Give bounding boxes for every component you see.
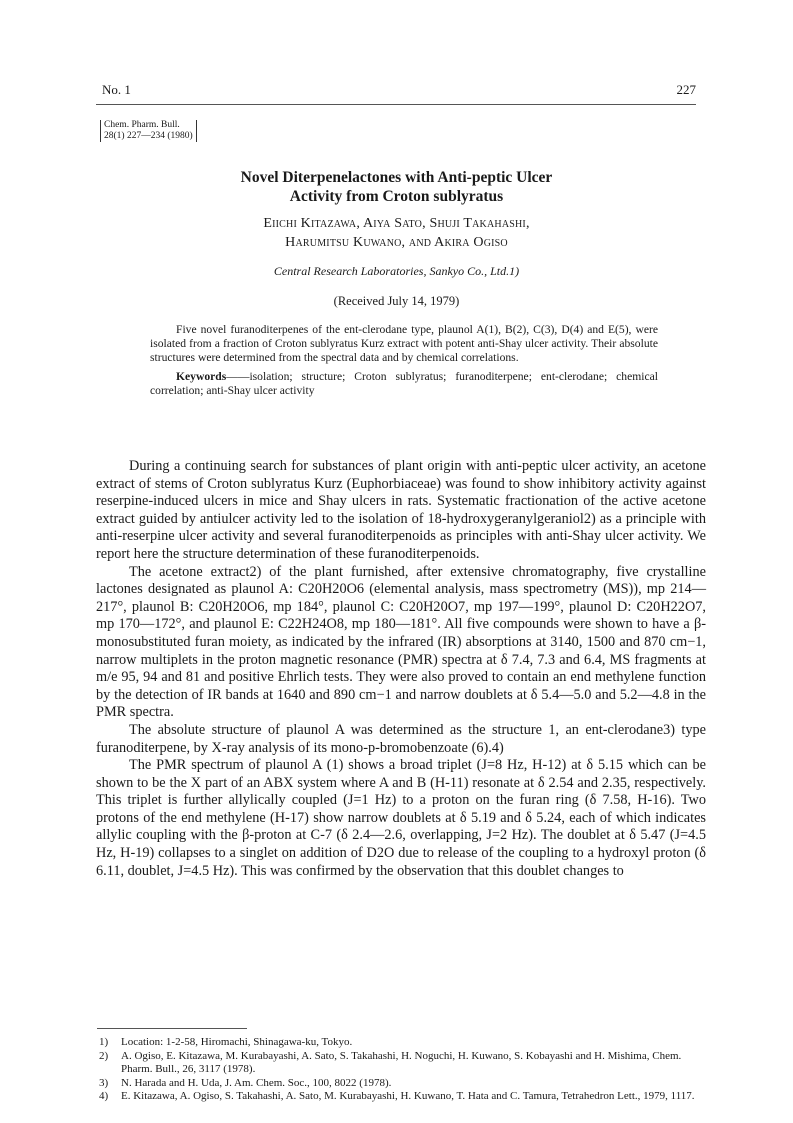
footnote-divider [97, 1028, 247, 1029]
journal-reference [100, 120, 197, 142]
footnote [97, 1077, 707, 1091]
authors-line-2: Harumitsu Kuwano, and Akira Ogiso [285, 235, 508, 250]
issue-number: No. 1 [102, 82, 131, 97]
body-paragraph-4: The PMR spectrum of plaunol A (1) shows a broad triplet (J=8 Hz, H-12) at δ 5.15 which can be shown to be the X part of an ABX system where A and B (H-11) resonate at δ 2.54 and 2.35, respectively. This triplet is further allylically coupled (J=1 Hz) to a proton on the furan ring (δ 7.58, H-16). Two protons of the end methylene (H-17) show narrow doublets at δ 5.19 and δ 5.24, each of which indicates allylic coupling with the β-proton at C-7 (δ 2.4—2.6, overlapping, J=2 Hz). The doublet at δ 5.47 (J=4.5 Hz, H-19) collapses to a singlet on addition of D2O due to release of the coupling to a hydroxyl proton (δ 6.11, doublet, J=4.5 Hz). This was confirmed by the observation that this doublet changes to [96, 757, 706, 879]
authors-line-1: Eiichi Kitazawa, Aiya Sato, Shuji Takahashi, [263, 216, 530, 231]
footnote-number: 4) [99, 1090, 109, 1103]
abstract-text: Five novel furanoditerpenes of the ent-clerodane type, plaunol A(1), B(2), C(3), D(4) and E(5), were isolated from a fraction of Croton sublyratus Kurz extract with potent anti-Shay ulcer activity. Their absolute structures were determined from the spectral data and by chemical correlations. [150, 323, 658, 364]
authors [0, 214, 793, 252]
footnote-number: 3) [99, 1076, 109, 1089]
received-date: (Received July 14, 1979) [333, 294, 460, 308]
body-paragraph-3: The absolute structure of plaunol A was determined as the structure 1, an ent-clerodane3) type furanoditerpene, by X-ray analysis of its mono-p-bromobenzoate (6).4) [96, 721, 706, 756]
running-head [96, 82, 696, 105]
body-paragraph-1: During a continuing search for substances of plant origin with anti-peptic ulcer activity, an acetone extract of stems of Croton sublyratus Kurz (Euphorbiaceae) was found to show inhibitory activity against reserpine-induced ulcers in mice and Shay ulcers in rats. Systematic fractionation of the active acetone extract guided by antiulcer activity led to the isolation of 18-hydroxygeranylgeraniol2) as a principle with anti-reserpine ulcer activity and several furanoditerpenoids as principles with anti-Shay ulcer activity. We report here the structure determination of these furanoditerpenoids. [96, 458, 706, 562]
body-paragraph-2: The acetone extract2) of the plant furnished, after extensive chromatography, five crystalline lactones designated as plaunol A: C20H20O6 (elemental analysis, mass spectrometry (MS)), mp 214—217°, plaunol B: C20H20O6, mp 184°, plaunol C: C20H20O7, mp 197—199°, plaunol D: C20H22O7, mp 170—172°, and plaunol E: C22H24O8, mp 180—181°. All five compounds were shown to have a β-monosubstituted furan moiety, as indicated by the infrared (IR) absorptions at 3140, 1500 and 870 cm−1, narrow multiplets in the proton magnetic resonance (PMR) spectra at δ 7.4, 7.3 and 6.4, MS fragments at m/e 95, 94 and 81 and positive Ehrlich tests. They were also proved to contain an end methylene function by the detection of IR bands at 1640 and 890 cm−1 and narrow doublets at δ 5.4—5.0 and 5.2—4.8 in the PMR spectra. [96, 563, 706, 721]
footnote-text: A. Ogiso, E. Kitazawa, M. Kurabayashi, A. Sato, S. Takahashi, H. Noguchi, H. Kuwano, S. Kobayashi and H. Mishima, Chem. Pharm. Bull., 26, 3117 (1978). [121, 1049, 682, 1076]
footnote-number: 2) [99, 1049, 109, 1062]
article-body [96, 458, 706, 880]
footnote-number: 1) [99, 1036, 109, 1048]
footnotes [97, 1036, 707, 1104]
footnote [97, 1050, 707, 1077]
footnote-text: N. Harada and H. Uda, J. Am. Chem. Soc., 100, 8022 (1978). [121, 1076, 392, 1089]
title-line-2: Activity from Croton sublyratus [289, 188, 504, 205]
keywords [150, 370, 658, 398]
title-line-1: Novel Diterpenelactones with Anti-peptic Ulcer [240, 169, 553, 186]
article-title [0, 168, 793, 206]
keywords-list: ——isolation; structure; Croton sublyratus; furanoditerpene; ent-clerodane; chemical correlation; anti-Shay ulcer activity [150, 370, 658, 397]
footnote [97, 1036, 707, 1050]
footnote-text: E. Kitazawa, A. Ogiso, S. Takahashi, A. Sato, M. Kurabayashi, H. Kuwano, T. Hata and C. Tamura, Tetrahedron Lett., 1979, 1117. [121, 1090, 695, 1103]
page-number: 227 [676, 82, 696, 97]
footnote [97, 1090, 707, 1104]
affiliation: Central Research Laboratories, Sankyo Co., Ltd.1) [273, 264, 520, 278]
keywords-label: Keywords [176, 370, 227, 383]
journal-name: Chem. Pharm. Bull. [104, 120, 180, 130]
footnote-text: Location: 1-2-58, Hiromachi, Shinagawa-ku, Tokyo. [121, 1036, 353, 1048]
journal-volume: 28(1) 227—234 (1980) [104, 131, 193, 141]
abstract [150, 323, 658, 398]
